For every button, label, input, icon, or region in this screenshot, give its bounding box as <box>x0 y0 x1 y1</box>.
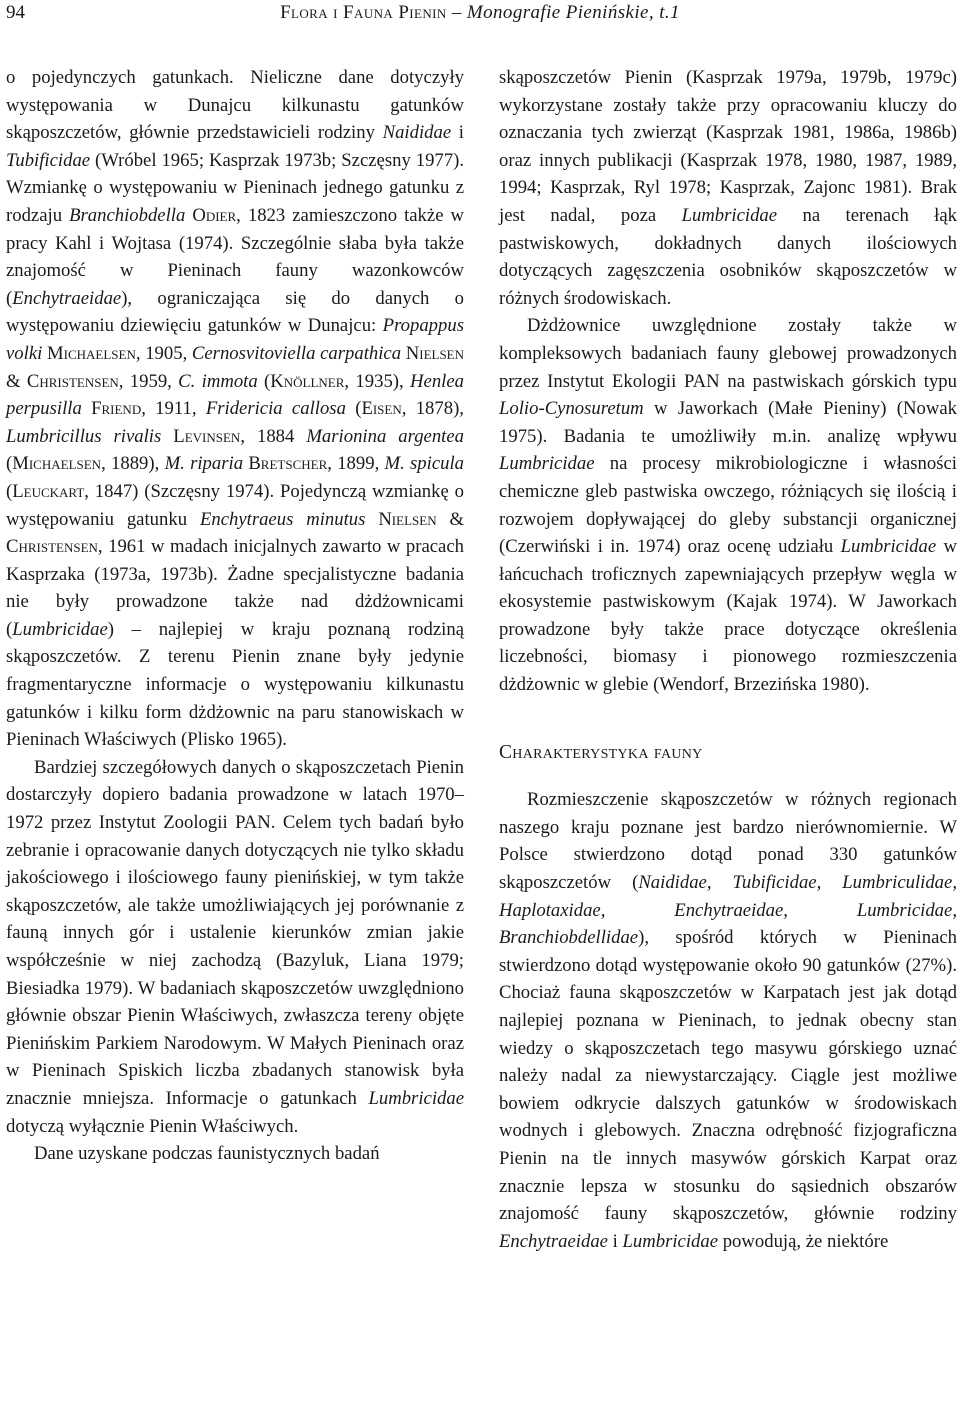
taxon-name: Naididae, Tubificidae, Lumbriculidae, Haplotaxidae, Enchytraeidae, Lumbricidae, Branchiobdellidae <box>499 872 957 949</box>
taxon-name: Lumbricidae <box>840 536 937 558</box>
author-name: Eisen <box>361 398 402 420</box>
left-column <box>6 64 464 1168</box>
author-name: Michaelsen <box>12 453 102 475</box>
taxon-name: Enchytraeidae <box>12 287 122 309</box>
taxon-name: Lumbricidae <box>681 204 778 226</box>
taxon-name: Fridericia callosa <box>205 398 346 420</box>
paragraph: Bardziej szczegółowych danych o skąposzczetach Pienin dostarczyły dopiero badania prowadzone w latach 1970–1972 przez Instytut Zoologii PAN. Celem tych badań było zebranie i opracowanie danych dotyczących nie tylko składu jakościowego i ilościowego fauny pienińskiej, w tym także skąposzczetów, ale także umożliwiających jej porównanie z fauną innych gór i ustalenie kierunków zmian jakie współcześnie w niej zachodzą (Bazyluk, Liana 1979; Biesiadka 1979). W badaniach skąposzczetów uwzględniono głównie obszar Pienin Właściwych, zwłaszcza tereny objęte Pienińskim Parkiem Narodowym. W Małych Pieninach oraz w Pieninach Spiskich liczba zbadanych stanowisk była znacznie mniejsza. Informacje o gatunkach Lumbricidae dotyczą wyłącznie Pienin Właściwych. <box>6 756 464 1137</box>
author-name: Christensen <box>26 370 119 392</box>
paragraph: skąposzczetów Pienin (Kasprzak 1979a, 1979b, 1979c) wykorzystane zostały także przy opracowaniu kluczy do oznaczania tych zwierząt (Kasprzak 1981, 1986a, 1986b) oraz innych publikacji (Kasprzak 1978, 1980, 1987, 1989, 1994; Kasprzak, Ryl 1978; Kasprzak, Zajonc 1981). Brak jest nadal, poza Lumbricidae na terenach łąk pastwiskowych, dokładnych danych ilościowych dotyczących zagęszczenia osobników skąposzczetów w różnych środowiskach. <box>499 67 958 309</box>
title-separator: – <box>446 2 467 23</box>
taxon-name: Lumbricidae <box>499 453 595 475</box>
paragraph: Dane uzyskane podczas faunistycznych badań <box>34 1143 380 1165</box>
paragraph: Dżdżownice uwzględnione zostały także w kompleksowych badaniach fauny glebowej prowadzonych przez Instytut Ekologii PAN na pastwiskach górskich typu Lolio-Cynosuretum w Jaworkach (Małe Pieniny) (Nowak 1975). Badania te umożliwiły m.in. analizę wpływu Lumbricidae na procesy mikrobiologiczne i własności chemiczne gleb pastwiska owczego, różniących się ilością i rozwojem dopływającej do gleby substancji organicznej (Czerwiński i in. 1974) oraz ocenę udziału Lumbricidae w łańcuchach troficznych zapewniających przepływ węgla w ekosystemie pastwiskowym (Kajak 1974). W Jaworkach prowadzone były także prace dotyczące określenia liczebności, biomasy i pionowego rozmieszczenia dżdżownic w glebie (Wendorf, Brzezińska 1980). <box>499 315 957 696</box>
journal-title: Flora i Fauna Pienin <box>280 2 447 23</box>
author-name: Leuckart <box>12 480 85 502</box>
taxon-name: Lumbricillus rivalis <box>6 425 162 447</box>
right-column <box>499 64 957 1255</box>
taxon-name: Enchytraeus minutus <box>199 508 366 530</box>
section-heading: Charakterystyka fauny <box>499 741 703 763</box>
paragraph: Rozmieszczenie skąposzczetów w różnych regionach naszego kraju poznane jest bardzo nierównomiernie. W Polsce stwierdzono dotąd ponad 330 gatunków skąposzczetów (Naididae, Tubificidae, Lumbriculidae, Haplotaxidae, Enchytraeidae, Lumbricidae, Branchiobdellidae), spośród których w Pieninach stwierdzono dotąd występowanie około 90 gatunków (27%). Chociaż fauna skąposzczetów w Karpatach jest jak dotąd najlepiej poznana w Pieninach, to jednak obecny stan wiedzy o skąposzczetach tego masywu górskiego uznać należy nadal za niewystarczający. Ciągle jest możliwe bowiem odkrycie dalszych gatunków w środowiskach wodnych i glebowych. Znaczna odrębność fizjograficzna Pienin na tle innych masywów górskich Karpat oraz znacznie lepsza w stosunku do sąsiednich obszarów znajomość fauny skąposzczetów, głównie rodziny Enchytraeidae i Lumbricidae powodują, że niektóre <box>499 789 957 1252</box>
taxon-name: Propappus volki <box>6 315 464 364</box>
page-number: 94 <box>6 2 25 23</box>
author-name: Knöllner <box>270 370 345 392</box>
author-name: Bretscher <box>248 453 328 475</box>
taxon-name: Lumbricidae <box>12 618 108 640</box>
taxon-name: Lolio-Cynosuretum <box>499 398 644 420</box>
author-name: Nielsen <box>405 342 465 364</box>
taxon-name: M. riparia <box>164 453 244 475</box>
taxon-name: Naididae <box>382 122 452 144</box>
author-name: Michaelsen <box>47 342 136 364</box>
taxon-name: Cernosvitoviella carpathica <box>191 342 402 364</box>
series-title: Monografie Pienińskie, t.1 <box>466 2 680 23</box>
taxon-name: Branchiobdella <box>69 204 186 226</box>
paragraph: o pojedynczych gatunkach. Nieliczne dane dotyczyły występowania w Dunajcu kilkunastu gatunków skąposzczetów, głównie przedstawicieli rodziny Naididae i Tubificidae (Wróbel 1965; Kasprzak 1973b; Szczęsny 1977). Wzmiankę o występowaniu w Pieninach jednego gatunku z rodzaju Branchiobdella Odier, 1823 zamieszczono także w pracy Kahl i Wojtasa (1974). Szczególnie słaba była także znajomość w Pieninach fauny wazonkowców (Enchytraeidae), ograniczająca się do danych o występowaniu dziewięciu gatunków w Dunajcu: Propappus volki Michaelsen, 1905, Cernosvitoviella carpathica Nielsen & Christensen, 1959, C. immota (Knöllner, 1935), Henlea perpusilla Friend, 1911, Fridericia callosa (Eisen, 1878), Lumbricillus rivalis Levinsen, 1884 Marionina argentea (Michaelsen, 1889), M. riparia Bretscher, 1899, M. spicula (Leuckart, 1847) (Szczęsny 1974). Pojedynczą wzmiankę o występowaniu gatunku Enchytraeus minutus Nielsen & Christensen, 1961 w madach inicjalnych zawarto w pracach Kasprzaka (1973a, 1973b). Żadne specjalistyczne badania nie były prowadzone także nad dżdżownicami (Lumbricidae) – najlepiej w kraju poznaną rodziną skąposzczetów. Z terenu Pienin znane były jedynie fragmentaryczne informacje o występowaniu kilkunastu gatunków i kilku form dżdżownic na paru stanowiskach w Pieninach Właściwych (Plisko 1965). <box>6 67 465 751</box>
taxon-name: Tubificidae <box>6 149 91 171</box>
taxon-name: Marionina argentea <box>306 425 465 447</box>
author-name: Odier <box>192 204 237 226</box>
taxon-name: Lumbricidae <box>622 1230 719 1252</box>
taxon-name: C. immota <box>178 370 258 392</box>
author-name: Friend <box>91 398 142 420</box>
taxon-name: M. spicula <box>384 453 465 475</box>
author-name: Levinsen <box>173 425 241 447</box>
author-name: Nielsen <box>378 508 437 530</box>
running-title <box>0 2 960 24</box>
running-header <box>0 0 960 40</box>
taxon-name: Enchytraeidae <box>499 1230 608 1252</box>
author-name: Christensen <box>6 536 98 558</box>
taxon-name: Henlea perpusilla <box>6 370 464 420</box>
taxon-name: Lumbricidae <box>368 1087 464 1109</box>
